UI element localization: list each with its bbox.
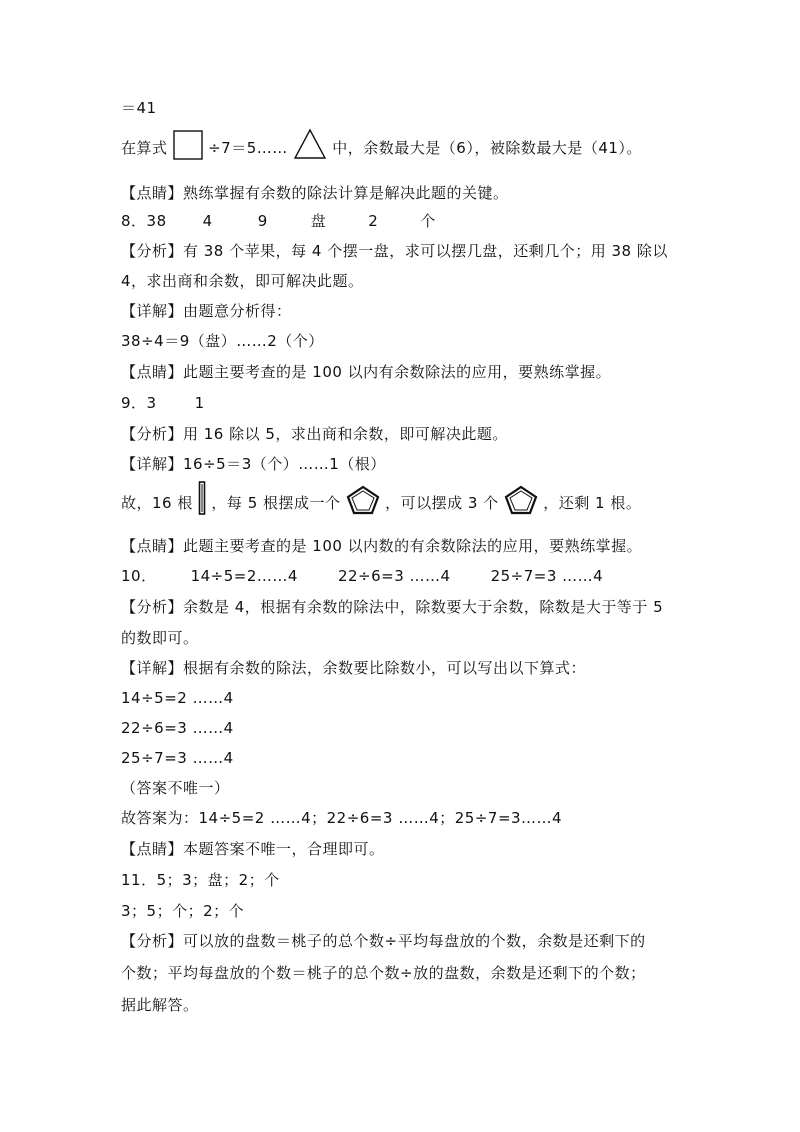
text-line: （答案不唯一） xyxy=(121,779,230,797)
text-line: 10． 14÷5=2……4 22÷6=3 ……4 25÷7=3 ……4 xyxy=(121,567,604,585)
pentagon-shape xyxy=(504,485,538,515)
text-line: 【点睛】此题主要考查的是 100 以内数的有余数除法的应用，要熟练掌握。 xyxy=(121,537,643,555)
square-shape xyxy=(173,130,203,160)
text-line: 14÷5=2 ……4 xyxy=(121,689,234,707)
text-line: 个数；平均每盘放的个数＝桃子的总个数÷放的盘数，余数是还剩下的个数； xyxy=(121,964,646,982)
text-line: 11．5；3；盘；2；个 xyxy=(121,871,280,889)
text-line: 【分析】可以放的盘数＝桃子的总个数÷平均每盘放的个数，余数是还剩下的 xyxy=(121,932,646,950)
text-line: 4，求出商和余数，即可解决此题。 xyxy=(121,272,364,290)
text-line: ＝41 xyxy=(121,99,157,117)
text-line: 38÷4＝9（盘）……2（个） xyxy=(121,332,324,350)
text-line: 【点睛】此题主要考查的是 100 以内有余数除法的应用，要熟练掌握。 xyxy=(121,363,612,381)
text-line: 【详解】16÷5＝3（个）……1（根） xyxy=(121,455,386,473)
text-line: 8．38 4 9 盘 2 个 xyxy=(121,212,436,230)
text-line: 【点睛】本题答案不唯一，合理即可。 xyxy=(121,840,385,858)
text-line: 9．3 1 xyxy=(121,394,205,412)
stick-shape xyxy=(198,481,206,515)
text-line-with-shapes: 在算式 ÷7＝5…… 中，余数最大是（6），被除数最大是（41）。 xyxy=(121,137,642,160)
text-line: 【点睛】熟练掌握有余数的除法计算是解决此题的关键。 xyxy=(121,184,509,202)
triangle-shape xyxy=(293,128,327,160)
text-line: 【详解】由题意分析得： xyxy=(121,302,292,320)
text-line-with-shapes: 故，16 根 ，每 5 根摆成一个 ，可以摆成 3 个 ，还剩 1 根。 xyxy=(121,491,641,515)
text-line: 【详解】根据有余数的除法，余数要比除数小，可以写出以下算式： xyxy=(121,659,587,677)
text-line: 3；5；个；2；个 xyxy=(121,902,245,920)
text-line: 【分析】余数是 4，根据有余数的除法中，除数要大于余数，除数是大于等于 5 xyxy=(121,598,664,616)
text-line: 的数即可。 xyxy=(121,629,199,647)
text-line: 25÷7=3 ……4 xyxy=(121,749,234,767)
text-line: 故答案为：14÷5=2 ……4；22÷6=3 ……4；25÷7=3……4 xyxy=(121,809,563,827)
text-line: 22÷6=3 ……4 xyxy=(121,719,234,737)
text-line: 【分析】有 38 个苹果，每 4 个摆一盘，求可以摆几盘，还剩几个；用 38 除以 xyxy=(121,242,668,260)
text-line: 据此解答。 xyxy=(121,996,199,1014)
pentagon-shape xyxy=(346,485,380,515)
text-line: 【分析】用 16 除以 5，求出商和余数，即可解决此题。 xyxy=(121,425,508,443)
